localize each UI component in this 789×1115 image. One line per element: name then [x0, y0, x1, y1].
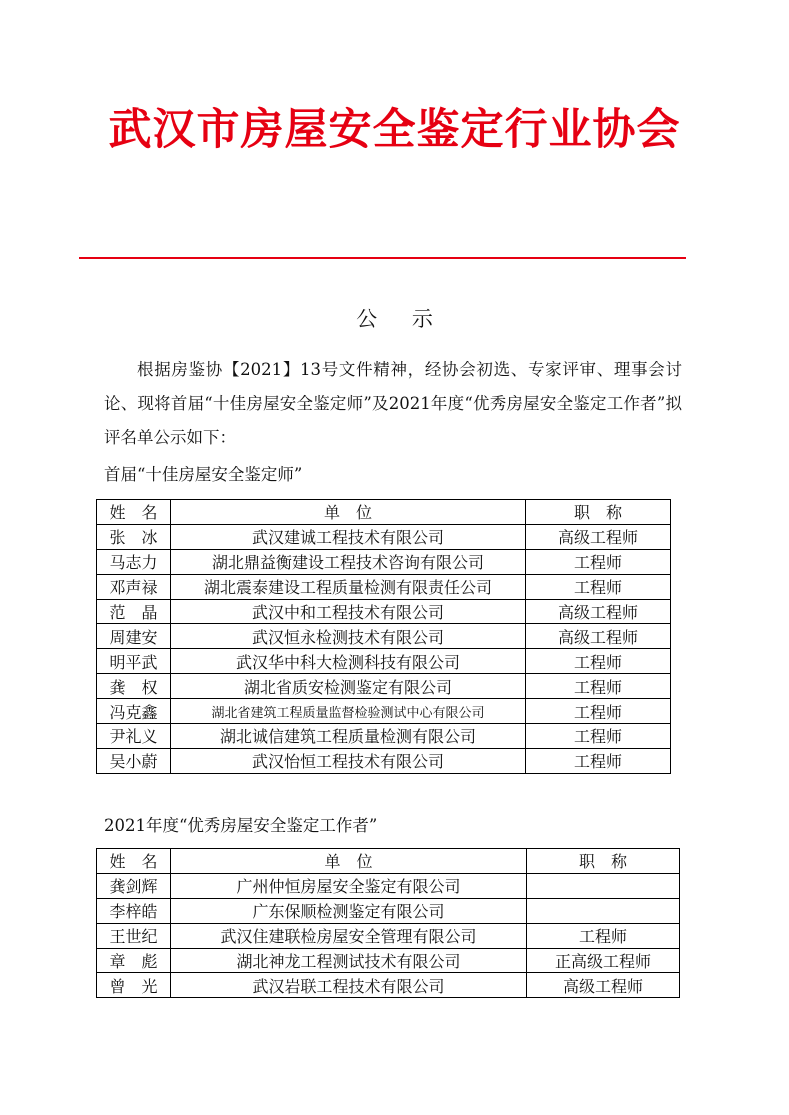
excellent-workers-table — [96, 848, 680, 998]
person-unit: 武汉中和工程技术有限公司 — [171, 599, 526, 624]
person-unit: 广东保顺检测鉴定有限公司 — [171, 898, 527, 923]
person-unit: 武汉住建联检房屋安全管理有限公司 — [171, 923, 527, 948]
person-name: 冯克鑫 — [97, 699, 171, 724]
person-unit: 湖北省质安检测鉴定有限公司 — [171, 674, 526, 699]
person-name: 张 冰 — [97, 524, 171, 549]
table-row — [97, 873, 680, 898]
person-unit: 湖北震泰建设工程质量检测有限责任公司 — [171, 574, 526, 599]
person-title: 高级工程师 — [526, 599, 671, 624]
person-unit: 武汉建诚工程技术有限公司 — [171, 524, 526, 549]
table-row — [97, 549, 671, 574]
person-title: 工程师 — [526, 674, 671, 699]
person-name: 龚 权 — [97, 674, 171, 699]
table-row — [97, 699, 671, 724]
person-name: 明平武 — [97, 649, 171, 674]
table-row — [97, 649, 671, 674]
table-row — [97, 724, 671, 749]
table-row — [97, 973, 680, 998]
person-title — [527, 898, 680, 923]
person-title: 正高级工程师 — [527, 948, 680, 973]
ten-best-appraisers-table — [96, 499, 671, 774]
person-unit: 武汉华中科大检测科技有限公司 — [171, 649, 526, 674]
person-unit: 湖北省建筑工程质量监督检验测试中心有限公司 — [171, 699, 526, 724]
person-unit: 广州仲恒房屋安全鉴定有限公司 — [171, 873, 527, 898]
table-row — [97, 624, 671, 649]
header-unit: 单 位 — [171, 500, 526, 525]
section2-label: 2021年度“优秀房屋安全鉴定工作者” — [104, 816, 378, 835]
person-title: 工程师 — [526, 724, 671, 749]
person-unit: 湖北诚信建筑工程质量检测有限公司 — [171, 724, 526, 749]
header-name: 姓 名 — [97, 500, 171, 525]
person-unit: 武汉怡恒工程技术有限公司 — [171, 748, 526, 773]
person-title: 工程师 — [526, 748, 671, 773]
intro-paragraph: 根据房鉴协【2021】13号文件精神，经协会初选、专家评审、理事会讨论、现将首届“十佳房屋安全鉴定师”及2021年度“优秀房屋安全鉴定工作者”拟评名单公示如下： — [104, 360, 682, 447]
table-row — [97, 898, 680, 923]
header-title: 职 称 — [527, 849, 680, 874]
header-name: 姓 名 — [97, 849, 171, 874]
table-row — [97, 923, 680, 948]
red-divider-line — [79, 257, 686, 259]
person-title: 高级工程师 — [527, 973, 680, 998]
person-unit: 湖北神龙工程测试技术有限公司 — [171, 948, 527, 973]
person-title: 工程师 — [526, 574, 671, 599]
person-name: 李梓皓 — [97, 898, 171, 923]
person-name: 章 彪 — [97, 948, 171, 973]
table-row — [97, 524, 671, 549]
person-title: 工程师 — [526, 649, 671, 674]
table-header-row — [97, 849, 680, 874]
person-name: 邓声禄 — [97, 574, 171, 599]
person-title — [527, 873, 680, 898]
table-row — [97, 748, 671, 773]
person-name: 范 晶 — [97, 599, 171, 624]
person-title: 高级工程师 — [526, 624, 671, 649]
table-row — [97, 599, 671, 624]
person-unit: 湖北鼎益衡建设工程技术咨询有限公司 — [171, 549, 526, 574]
person-name: 吴小蔚 — [97, 748, 171, 773]
person-name: 马志力 — [97, 549, 171, 574]
table-row — [97, 674, 671, 699]
organization-title: 武汉市房屋安全鉴定行业协会 — [108, 105, 681, 155]
section1-label: 首届“十佳房屋安全鉴定师” — [104, 465, 303, 484]
person-title: 高级工程师 — [526, 524, 671, 549]
header-title: 职 称 — [526, 500, 671, 525]
person-name: 周建安 — [97, 624, 171, 649]
table-row — [97, 948, 680, 973]
person-name: 王世纪 — [97, 923, 171, 948]
person-unit: 武汉恒永检测技术有限公司 — [171, 624, 526, 649]
person-title: 工程师 — [526, 699, 671, 724]
person-name: 曾 光 — [97, 973, 171, 998]
person-title: 工程师 — [527, 923, 680, 948]
person-name: 龚剑辉 — [97, 873, 171, 898]
person-title: 工程师 — [526, 549, 671, 574]
table-header-row — [97, 500, 671, 525]
header-unit: 单 位 — [171, 849, 527, 874]
person-unit: 武汉岩联工程技术有限公司 — [171, 973, 527, 998]
table-row — [97, 574, 671, 599]
person-name: 尹礼义 — [97, 724, 171, 749]
notice-title: 公 示 — [356, 307, 447, 331]
